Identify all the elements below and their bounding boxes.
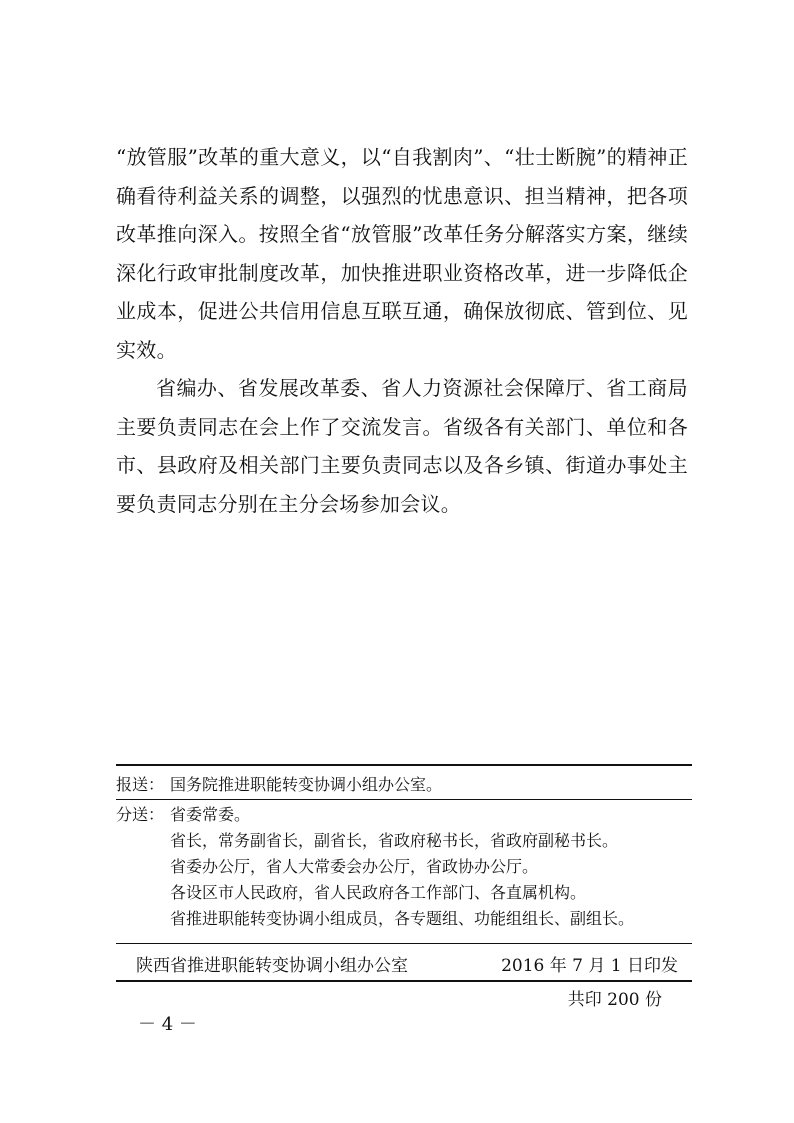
body-text <box>116 138 688 523</box>
page-number: － 4 － <box>138 1014 197 1035</box>
copy-row-2: 省长，常务副省长，副省长，省政府秘书长，省政府副秘书长。 <box>170 831 619 850</box>
copy-block <box>116 802 692 932</box>
copy-row-1 <box>116 802 692 828</box>
report-recipient: 国务院推进职能转变协调小组办公室。 <box>170 775 443 794</box>
report-label: 报送： <box>116 775 165 794</box>
body-paragraph-2: 省编办、省发展改革委、省人力资源社会保障厅、省工商局主要负责同志在会上作了交流发言。省级各有关部门、单位和各市、县政府及相关部门主要负责同志以及各乡镇、街道办事处主要负责同志分别在主分会场参加会议。 <box>116 376 688 516</box>
issuer-row <box>116 954 692 978</box>
issuer-top-rule <box>116 943 692 944</box>
copy-row-4: 各设区市人民政府，省人民政府各工作部门、各直属机构。 <box>170 883 587 902</box>
body-paragraph-1: “放管服”改革的重大意义，以“自我割肉”、“壮士断腕”的精神正确看待利益关系的调整，以强烈的忧患意识、担当精神，把各项改革推向深入。按照全省“放管服”改革任务分解落实方案，继续深化行政审批制度改革，加快推进职业资格改革，进一步降低企业成本，促进公共信用信息互联互通，确保放彻底、管到位、见实效。 <box>116 145 688 362</box>
distribution-block <box>116 772 692 798</box>
copy-row-3: 省委办公厅，省人大常委会办公厅，省政协办公厅。 <box>170 857 539 876</box>
report-row <box>116 772 692 798</box>
distribution-divider-rule <box>116 799 692 800</box>
copy-row-5: 省推进职能转变协调小组成员，各专题组、功能组组长、副组长。 <box>170 909 635 928</box>
copy-label: 分送： <box>116 805 165 824</box>
issuer-bottom-rule <box>116 980 692 982</box>
issue-date: 2016 年 7 月 1 日印发 <box>501 956 678 976</box>
print-copies: 共印 200 份 <box>567 990 662 1010</box>
distribution-top-rule <box>116 764 692 766</box>
issuer: 陕西省推进职能转变协调小组办公室 <box>136 956 408 976</box>
copy-recipient: 省委常委。 <box>170 805 251 824</box>
